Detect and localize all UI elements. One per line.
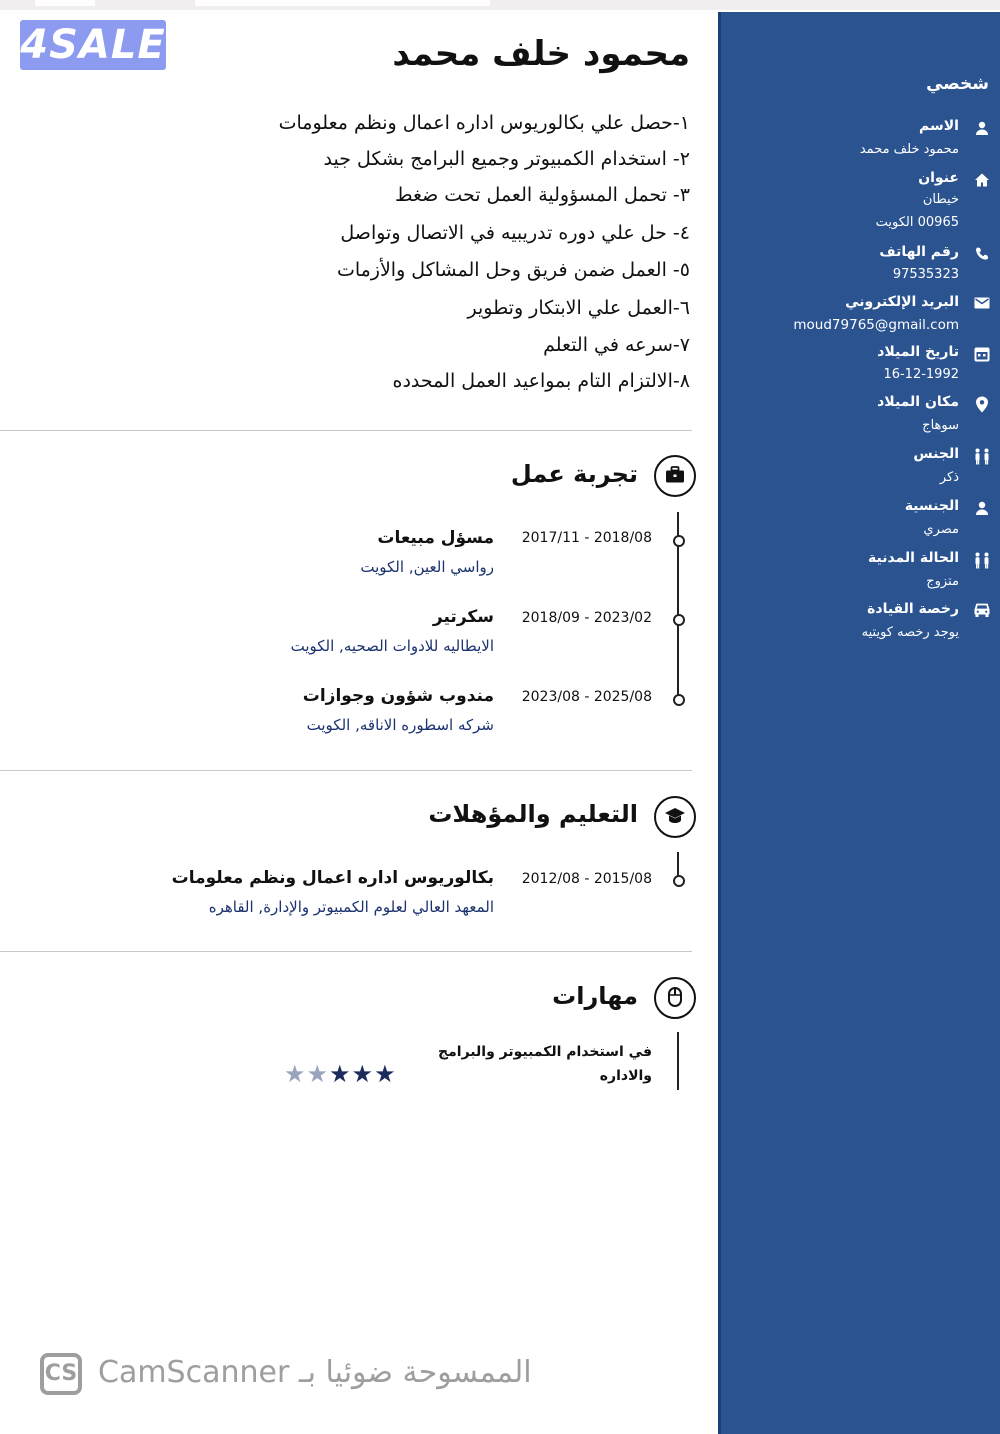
skills-title: مهارات [552,982,638,1010]
timeline-dot [673,694,685,706]
star-filled-icon: ★ [351,1060,375,1088]
section-divider [0,951,692,952]
4sale-logo: 4SALE [20,22,166,68]
sidebar-value: 97535323 [892,267,959,282]
objective-item: ٤- حل علي دوره تدريبيه في الاتصال وتواصل [340,222,690,244]
person-icon [973,120,991,138]
couple-icon [973,552,991,570]
mouse-icon [654,977,696,1019]
skill-rating [284,1060,397,1088]
sidebar-label: البريد الإلكتروني [845,294,959,310]
car-icon [973,603,991,621]
experience-title: تجربة عمل [510,460,638,488]
objective-item: ٢- استخدام الكمبيوتر وجميع البرامج بشكل جيد [323,148,690,170]
education-institution: المعهد العالي لعلوم الكمبيوتر والإدارة, القاهره [208,898,494,916]
phone-icon [973,246,991,264]
job-date: 2023/08 - 2025/08 [521,689,652,705]
section-divider [0,770,692,771]
star-empty-icon: ★ [284,1060,307,1088]
objective-item: ٣- تحمل المسؤولية العمل تحت ضغط [394,184,690,206]
timeline-dot [673,614,685,626]
location-pin-icon [973,396,991,414]
sidebar-value: ذكر [939,470,959,485]
education-title: التعليم والمؤهلات [428,800,638,828]
job-date: 2018/09 - 2023/02 [521,610,652,626]
education-date: 2012/08 - 2015/08 [521,871,652,887]
education-degree: بكالوريوس اداره اعمال ونظم معلومات [171,868,494,888]
briefcase-icon [654,455,696,497]
job-title: مندوب شؤون وجوازات [302,686,494,706]
skill-name: في استخدام الكمبيوتر والبرامج والاداره [438,1044,652,1084]
job-date: 2017/11 - 2018/08 [521,530,652,546]
sidebar-value: moud79765@gmail.com [793,317,959,333]
watermark-text: الممسوحة ضوئيا بـ CamScanner [98,1355,532,1390]
sidebar-value: متزوج [926,574,959,589]
envelope-icon [973,296,991,314]
sidebar-value: 00965 الكويت [875,215,959,230]
objective-item: ٧-سرعه في التعلم [543,334,690,356]
calendar-icon [973,346,991,364]
gender-icon [973,448,991,466]
sidebar-value: سوهاج [922,418,959,433]
timeline-dot [673,875,685,887]
sidebar-value: 16-12-1992 [883,367,959,382]
star-empty-icon: ★ [306,1060,330,1088]
job-company: رواسي العين, الكويت [360,558,494,576]
sidebar-label: تاريخ الميلاد [877,344,959,360]
personal-sidebar [718,12,1000,1434]
sidebar-label: الحالة المدنية [867,550,959,566]
section-divider [0,430,692,431]
star-filled-icon: ★ [374,1060,397,1088]
sidebar-label: الجنس [913,446,959,462]
skills-timeline [677,1032,679,1090]
sidebar-label: الاسم [919,118,959,134]
sidebar-label: الجنسية [904,498,959,514]
sidebar-label: عنوان [918,170,959,186]
sidebar-value: يوجد رخصه كويتيه [861,625,959,640]
sidebar-value: مصري [923,522,959,537]
sidebar-label: رخصة القيادة [867,601,959,617]
objective-item: ٥- العمل ضمن فريق وحل المشاكل والأزمات [336,259,690,281]
camscanner-logo: CS [40,1353,82,1395]
timeline-dot [673,535,685,547]
candidate-name: محمود خلف محمد [392,34,690,74]
sidebar-label: رقم الهاتف [879,244,959,260]
star-filled-icon: ★ [329,1060,352,1088]
objective-item: ٦-العمل علي الابتكار وتطوير [467,297,690,319]
graduation-cap-icon [654,796,696,838]
sidebar-value: محمود خلف محمد [859,142,959,157]
home-icon [973,172,991,190]
person-icon [973,500,991,518]
sidebar-title: شخصي [926,74,989,94]
sidebar-value: خيطان [922,192,959,207]
job-company: الايطاليه للادوات الصحيه, الكويت [290,637,494,655]
objective-item: ٨-الالتزام التام بمواعيد العمل المحدده [392,370,690,392]
job-title: سكرتير [432,607,494,627]
job-company: شركه اسطوره الاناقه, الكويت [306,716,494,734]
objective-item: ١-حصل علي بكالوريوس اداره اعمال ونظم معلومات [278,112,690,134]
job-title: مسؤل مبيعات [377,528,494,548]
sidebar-label: مكان الميلاد [877,394,959,410]
